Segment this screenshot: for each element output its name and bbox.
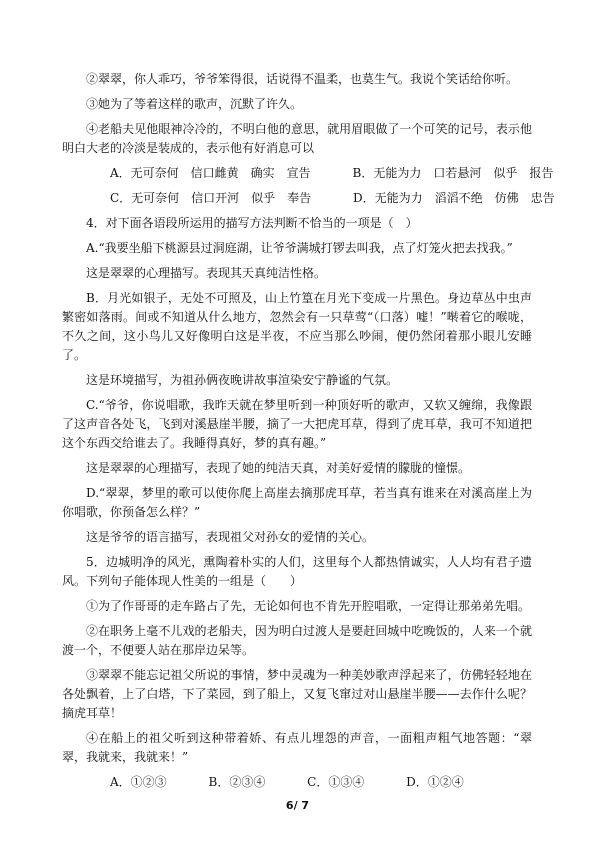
page-number: 6/ 7 [285,799,310,812]
q5-option-c: C．①③④ [307,775,365,789]
q4-stem: 4．对下面各语段所运用的描写方法判断不恰当的一项是（ ） [86,216,418,230]
q4-option-c-note: 这是翠翠的心理描写，表现了她的纯洁天真，对美好爱情的朦胧的憧憬。 [86,461,471,475]
q5-item-4: ④在船上的祖父听到这种带着娇、有点儿埋怨的声音，一面粗声粗气地答题：“翠翠，我就来，我就来！” [62,731,532,764]
q4-option-b: B．月光如银子，无处不可照及，山上竹篁在月光下变成一片黑色。身边草丛中虫声繁密如落雨。间或不知道从什么地方，忽然会有一只草莺“（口落）嘘！”啭着它的喉咙，不久之间，这小鸟儿又好像明白这是半夜，不应当那么吵闹，便仍然闭着那小眼儿安睡了。 [62,291,532,362]
page-content [62,70,555,798]
q3-option-b: B．无能为力 口若悬河 似乎 报告 [352,166,554,180]
q5-option-d: D．①②④ [406,775,464,789]
q4-option-d: D.“翠翠，梦里的歌可以使你爬上高崖去摘那虎耳草，若当真有谁来在对溪高崖上为你唱歌，你预备怎么样？” [62,486,532,519]
q3-options-row-1 [62,164,554,183]
q5-option-b: B．②③④ [208,775,266,789]
q3-option-c: C．无可奈何 信口开河 似乎 奉告 [110,191,312,205]
q5-item-2: ②在职务上毫不儿戏的老船夫，因为明白过渡人是要赶回城中吃晚饭的，人来一个就渡一个，不便要人站在那岸边呆等。 [62,624,532,657]
paragraph-line-3: ③她为了等着这样的歌声，沉默了许久。 [86,97,303,111]
q3-option-a: A．无可奈何 信口雌黄 确实 宣告 [110,166,311,180]
q5-stem: 5．边城明净的风光，熏陶着朴实的人们，这里每个人都热情诚实，人人均有君子遗风。下列句子能体现人性美的一组是（ ） [62,555,532,588]
q5-item-1: ①为了作哥哥的走车路占了先，无论如何也不肯先开腔唱歌，一定得让那弟弟先唱。 [86,599,531,613]
q5-item-3: ③翠翠不能忘记祖父所说的事情，梦中灵魂为一种美妙歌声浮起来了，仿佛轻轻地在各处飘着，上了白塔，下了菜园，到了船上，又复飞窜过对山悬崖半腰——去作什么呢？摘虎耳草！ [62,668,532,720]
q5-options [62,773,532,792]
q5-option-a: A．①②③ [110,775,167,789]
q3-option-d: D．无能为力 滔滔不绝 仿佛 忠告 [353,191,555,205]
q4-option-b-note: 这是环境描写，为祖孙俩夜晚讲故事渲染安宁静谧的气氛。 [86,373,399,387]
q4-option-d-note: 这是爷爷的语言描写，表现祖父对孙女的爱情的关心。 [86,530,375,544]
q3-options-row-2 [62,189,555,208]
paragraph-line-2: ②翠翠，你人乖巧，爷爷笨得很，话说得不温柔，也莫生气。我说个笑话给你听。 [86,72,519,86]
paragraph-line-4: ④老船夫见他眼神冷冷的，不明白他的意思，就用眉眼做了一个可笑的记号，表示他明白大老的冷淡是装成的，表示他有好消息可以 [62,122,532,155]
q4-option-a-note: 这是翠翠的心理描写。表现其天真纯洁性格。 [86,266,327,280]
q4-option-a: A.“我要坐船下桃源县过洞庭湖，让爷爷满城打锣去叫我，点了灯笼火把去找我。” [86,241,513,255]
q4-option-c: C.“爷爷，你说唱歌，我昨天就在梦里听到一种顶好听的歌声，又软又缠绵，我像跟了这声音各处飞，飞到对溪悬崖半腰，摘了一大把虎耳草，得到了虎耳草，我可不知道把这个东西交给谁去了。我睡得真好，梦的真有趣。” [62,398,532,450]
